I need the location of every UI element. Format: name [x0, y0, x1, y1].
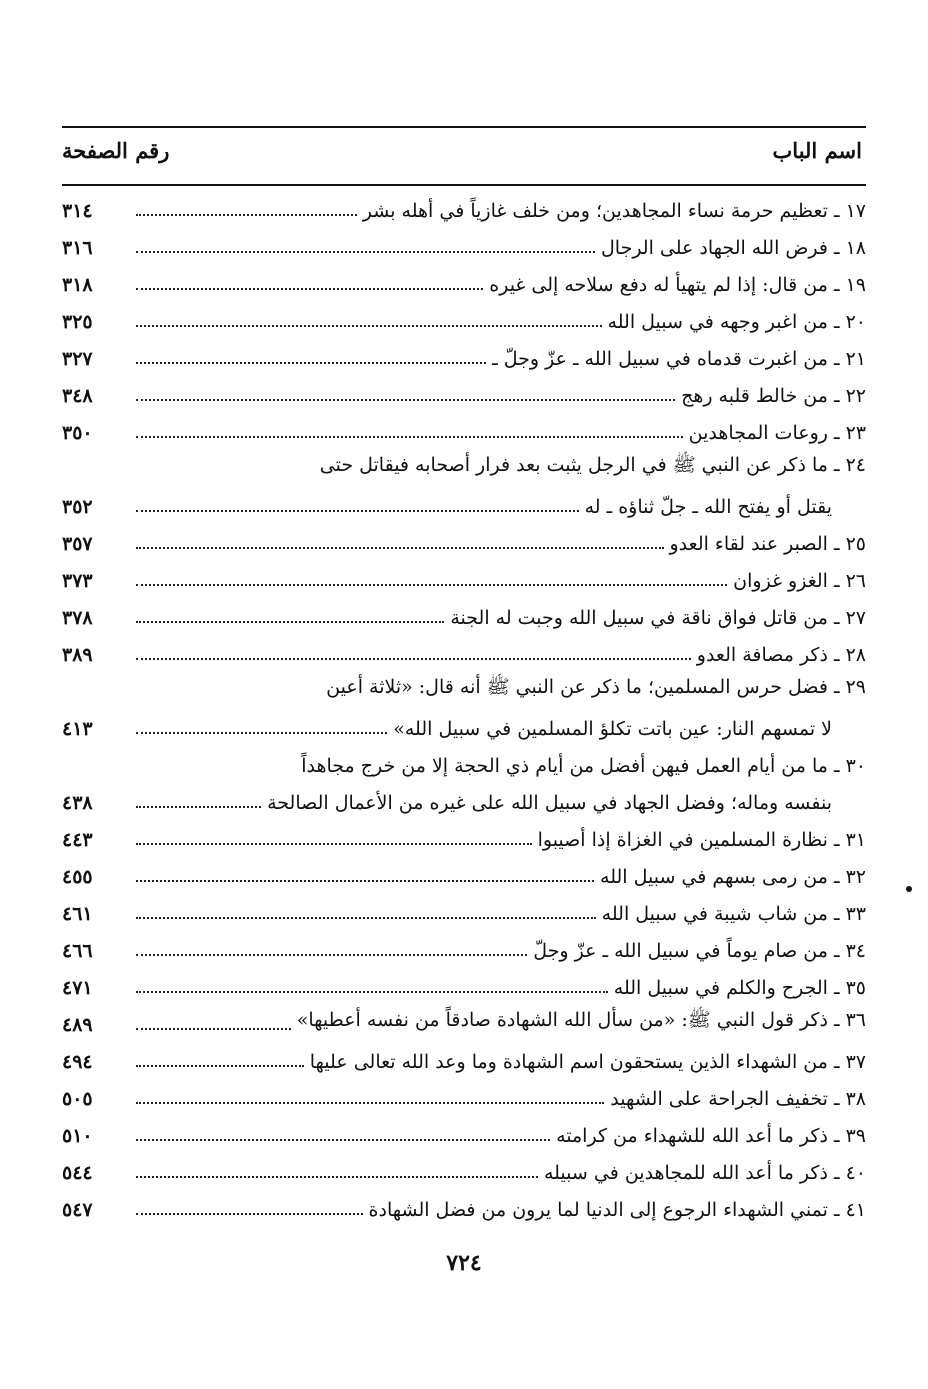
margin-mark [906, 886, 912, 892]
toc-entry [62, 671, 866, 745]
dot-leader [136, 325, 602, 327]
toc-entry-title: ١٩ ـ من قال: إذا لم يتهيأ له دفع سلاحه إلى غيره [489, 274, 866, 296]
toc-entry-title-continuation: بنفسه وماله؛ وفضل الجهاد في سبيل الله على غيره من الأعمال الصالحة [267, 792, 832, 814]
toc-entry-line [62, 190, 866, 227]
table-of-contents [62, 190, 866, 1226]
dot-leader [136, 214, 357, 216]
toc-entry-line [62, 1152, 866, 1189]
toc-entry-page: ٤٤٣ [62, 829, 93, 851]
dot-leader [136, 1213, 363, 1215]
toc-entry-title: ١٨ ـ فرض الله الجهاد على الرجال [600, 237, 866, 259]
toc-entry [62, 301, 866, 338]
toc-entry [62, 967, 866, 1004]
dot-leader [136, 917, 596, 919]
toc-entry [62, 1152, 866, 1189]
toc-entry-title: ٣٣ ـ من شاب شيبة في سبيل الله [601, 903, 866, 925]
toc-entry-page: ٣١٨ [62, 274, 93, 296]
toc-entry [62, 1041, 866, 1078]
toc-entry-line [62, 560, 866, 597]
toc-entry-title: ٢٧ ـ من قاتل فواق ناقة في سبيل الله وجبت له الجنة [450, 607, 866, 629]
toc-entry-continuation-line [62, 782, 866, 819]
dot-leader [136, 1102, 604, 1104]
dot-leader [136, 1028, 291, 1030]
toc-entry [62, 523, 866, 560]
dot-leader [136, 288, 483, 290]
toc-entry-line [62, 412, 866, 449]
toc-entry [62, 449, 866, 523]
toc-entry-title: ٣٤ ـ من صام يوماً في سبيل الله ـ عزّ وجلّ [533, 940, 866, 962]
toc-entry-page: ٤٦٦ [62, 940, 93, 962]
toc-entry-line [62, 967, 866, 1004]
toc-entry [62, 1115, 866, 1152]
toc-entry-title: ٢٢ ـ من خالط قلبه رهج [681, 385, 866, 407]
toc-entry [62, 597, 866, 634]
toc-entry [62, 190, 866, 227]
dot-leader [136, 732, 387, 734]
dot-leader [136, 621, 444, 623]
toc-entry-title: ٢٣ ـ روعات المجاهدين [688, 422, 866, 444]
toc-entry-page: ٣٥٢ [62, 496, 93, 518]
toc-entry-page: ٥١٠ [62, 1125, 93, 1147]
toc-entry-title-continuation: يقتل أو يفتح الله ـ جلّ ثناؤه ـ له [584, 496, 832, 518]
toc-entry-page: ٣١٦ [62, 237, 93, 259]
toc-entry [62, 227, 866, 264]
toc-entry-page: ٤٦١ [62, 903, 93, 925]
toc-entry-title: ٢٠ ـ من اغبر وجهه في سبيل الله [607, 311, 866, 333]
dot-leader [136, 436, 683, 438]
toc-entry-title: ٣٧ ـ من الشهداء الذين يستحقون اسم الشهادة وما وعد الله تعالى عليها [309, 1051, 866, 1073]
dot-leader [136, 806, 261, 808]
toc-entry-title: ٢٤ ـ ما ذكر عن النبي ﷺ في الرجل يثبت بعد فرار أصحابه فيقاتل حتى [319, 454, 866, 476]
toc-entry [62, 856, 866, 893]
toc-entry-title: ٤١ ـ تمني الشهداء الرجوع إلى الدنيا لما يرون من فضل الشهادة [368, 1199, 866, 1221]
dot-leader [136, 843, 532, 845]
toc-entry [62, 1189, 866, 1226]
toc-entry [62, 375, 866, 412]
dot-leader [136, 880, 594, 882]
toc-entry-page: ٥٤٤ [62, 1162, 93, 1184]
toc-entry-title: ١٧ ـ تعظيم حرمة نساء المجاهدين؛ ومن خلف غازياً في أهله بشر [362, 200, 866, 222]
toc-entry [62, 560, 866, 597]
toc-entry-page: ٣٨٩ [62, 644, 93, 666]
toc-entry-line [62, 1115, 866, 1152]
toc-entry-title: ٣٦ ـ ذكر قول النبي ﷺ: «من سأل الله الشهادة صادقاً من نفسه أعطيها» [296, 1009, 866, 1031]
dot-leader [136, 1176, 538, 1178]
toc-entry-line [62, 597, 866, 634]
dot-leader [136, 954, 527, 956]
toc-entry [62, 634, 866, 671]
dot-leader [136, 991, 608, 993]
chapter-name-heading: اسم الباب [772, 138, 862, 163]
toc-entry-continuation-line [62, 708, 866, 745]
toc-entry-title: ٣٨ ـ تخفيف الجراحة على الشهيد [610, 1088, 866, 1110]
toc-entry-line [62, 1078, 866, 1115]
toc-entry-page: ٣٥٠ [62, 422, 93, 444]
toc-entry-title: ٣٠ ـ ما من أيام العمل فيهن أفضل من أيام ذي الحجة إلا من خرج مجاهداً [301, 755, 866, 777]
toc-entry-first-line [62, 449, 866, 486]
toc-entry-page: ٣١٤ [62, 200, 93, 222]
toc-entry-page: ٤٩٤ [62, 1051, 93, 1073]
dot-leader [136, 658, 691, 660]
toc-entry-line [62, 893, 866, 930]
toc-entry-line [62, 338, 866, 375]
toc-entry-line [62, 264, 866, 301]
toc-entry-page: ٣٢٥ [62, 311, 93, 333]
dot-leader [136, 399, 675, 401]
toc-entry [62, 893, 866, 930]
toc-entry-page: ٤٨٩ [62, 1014, 93, 1036]
toc-entry-page: ٣٧٨ [62, 607, 93, 629]
toc-entry [62, 412, 866, 449]
toc-entry-line [62, 523, 866, 560]
toc-entry-line [62, 375, 866, 412]
toc-entry-line [62, 819, 866, 856]
dot-leader [136, 584, 727, 586]
toc-entry-title-continuation: لا تمسهم النار: عين باتت تكلؤ المسلمين في سبيل الله» [393, 718, 832, 740]
toc-entry [62, 338, 866, 375]
toc-entry-page: ٥٠٥ [62, 1088, 93, 1110]
toc-entry-page: ٤٣٨ [62, 792, 93, 814]
toc-entry-title: ٣١ ـ نظارة المسلمين في الغزاة إذا أصيبوا [537, 829, 866, 851]
page-number: ٧٢٤ [446, 1250, 482, 1276]
toc-entry-page: ٤٧١ [62, 977, 93, 999]
dot-leader [136, 547, 664, 549]
toc-entry-line [62, 227, 866, 264]
toc-entry-line [62, 301, 866, 338]
toc-entry-title: ٣٢ ـ من رمى بسهم في سبيل الله [600, 866, 866, 888]
toc-entry-page: ٣٧٣ [62, 570, 93, 592]
toc-entry [62, 264, 866, 301]
toc-entry-first-line [62, 671, 866, 708]
toc-entry-title: ٢٥ ـ الصبر عند لقاء العدو [669, 533, 866, 555]
toc-entry-line [62, 930, 866, 967]
toc-entry-page: ٣٤٨ [62, 385, 93, 407]
toc-entry [62, 1004, 866, 1041]
dot-leader [136, 251, 595, 253]
toc-entry-page: ٤١٣ [62, 718, 93, 740]
toc-entry-title: ٣٥ ـ الجرح والكلم في سبيل الله [613, 977, 866, 999]
toc-entry [62, 819, 866, 856]
dot-leader [136, 362, 486, 364]
dot-leader [136, 1065, 304, 1067]
dot-leader [136, 1139, 550, 1141]
toc-entry [62, 745, 866, 819]
table-header [62, 126, 866, 186]
toc-entry-line [62, 1041, 866, 1078]
toc-entry-title: ٢٦ ـ الغزو غزوان [733, 570, 866, 592]
dot-leader [136, 510, 579, 512]
toc-entry-title: ٢١ ـ من اغبرت قدماه في سبيل الله ـ عزّ وجلّ ـ [492, 348, 866, 370]
toc-entry-title: ٢٩ ـ فضل حرس المسلمين؛ ما ذكر عن النبي ﷺ أنه قال: «ثلاثة أعين [326, 676, 866, 698]
toc-entry-line [62, 1189, 866, 1226]
toc-entry-continuation-line [62, 486, 866, 523]
toc-entry-page: ٣٥٧ [62, 533, 93, 555]
toc-entry-line [62, 1004, 866, 1041]
toc-entry-page: ٥٤٧ [62, 1199, 93, 1221]
toc-entry-line [62, 634, 866, 671]
page-number-heading: رقم الصفحة [62, 138, 170, 163]
toc-entry [62, 930, 866, 967]
toc-entry-title: ٤٠ ـ ذكر ما أعد الله للمجاهدين في سبيله [543, 1162, 866, 1184]
toc-entry-page: ٤٥٥ [62, 866, 93, 888]
toc-entry-first-line [62, 745, 866, 782]
toc-entry [62, 1078, 866, 1115]
toc-entry-line [62, 856, 866, 893]
toc-entry-title: ٢٨ ـ ذكر مصافة العدو [696, 644, 866, 666]
toc-entry-title: ٣٩ ـ ذكر ما أعد الله للشهداء من كرامته [556, 1125, 866, 1147]
toc-entry-page: ٣٢٧ [62, 348, 93, 370]
